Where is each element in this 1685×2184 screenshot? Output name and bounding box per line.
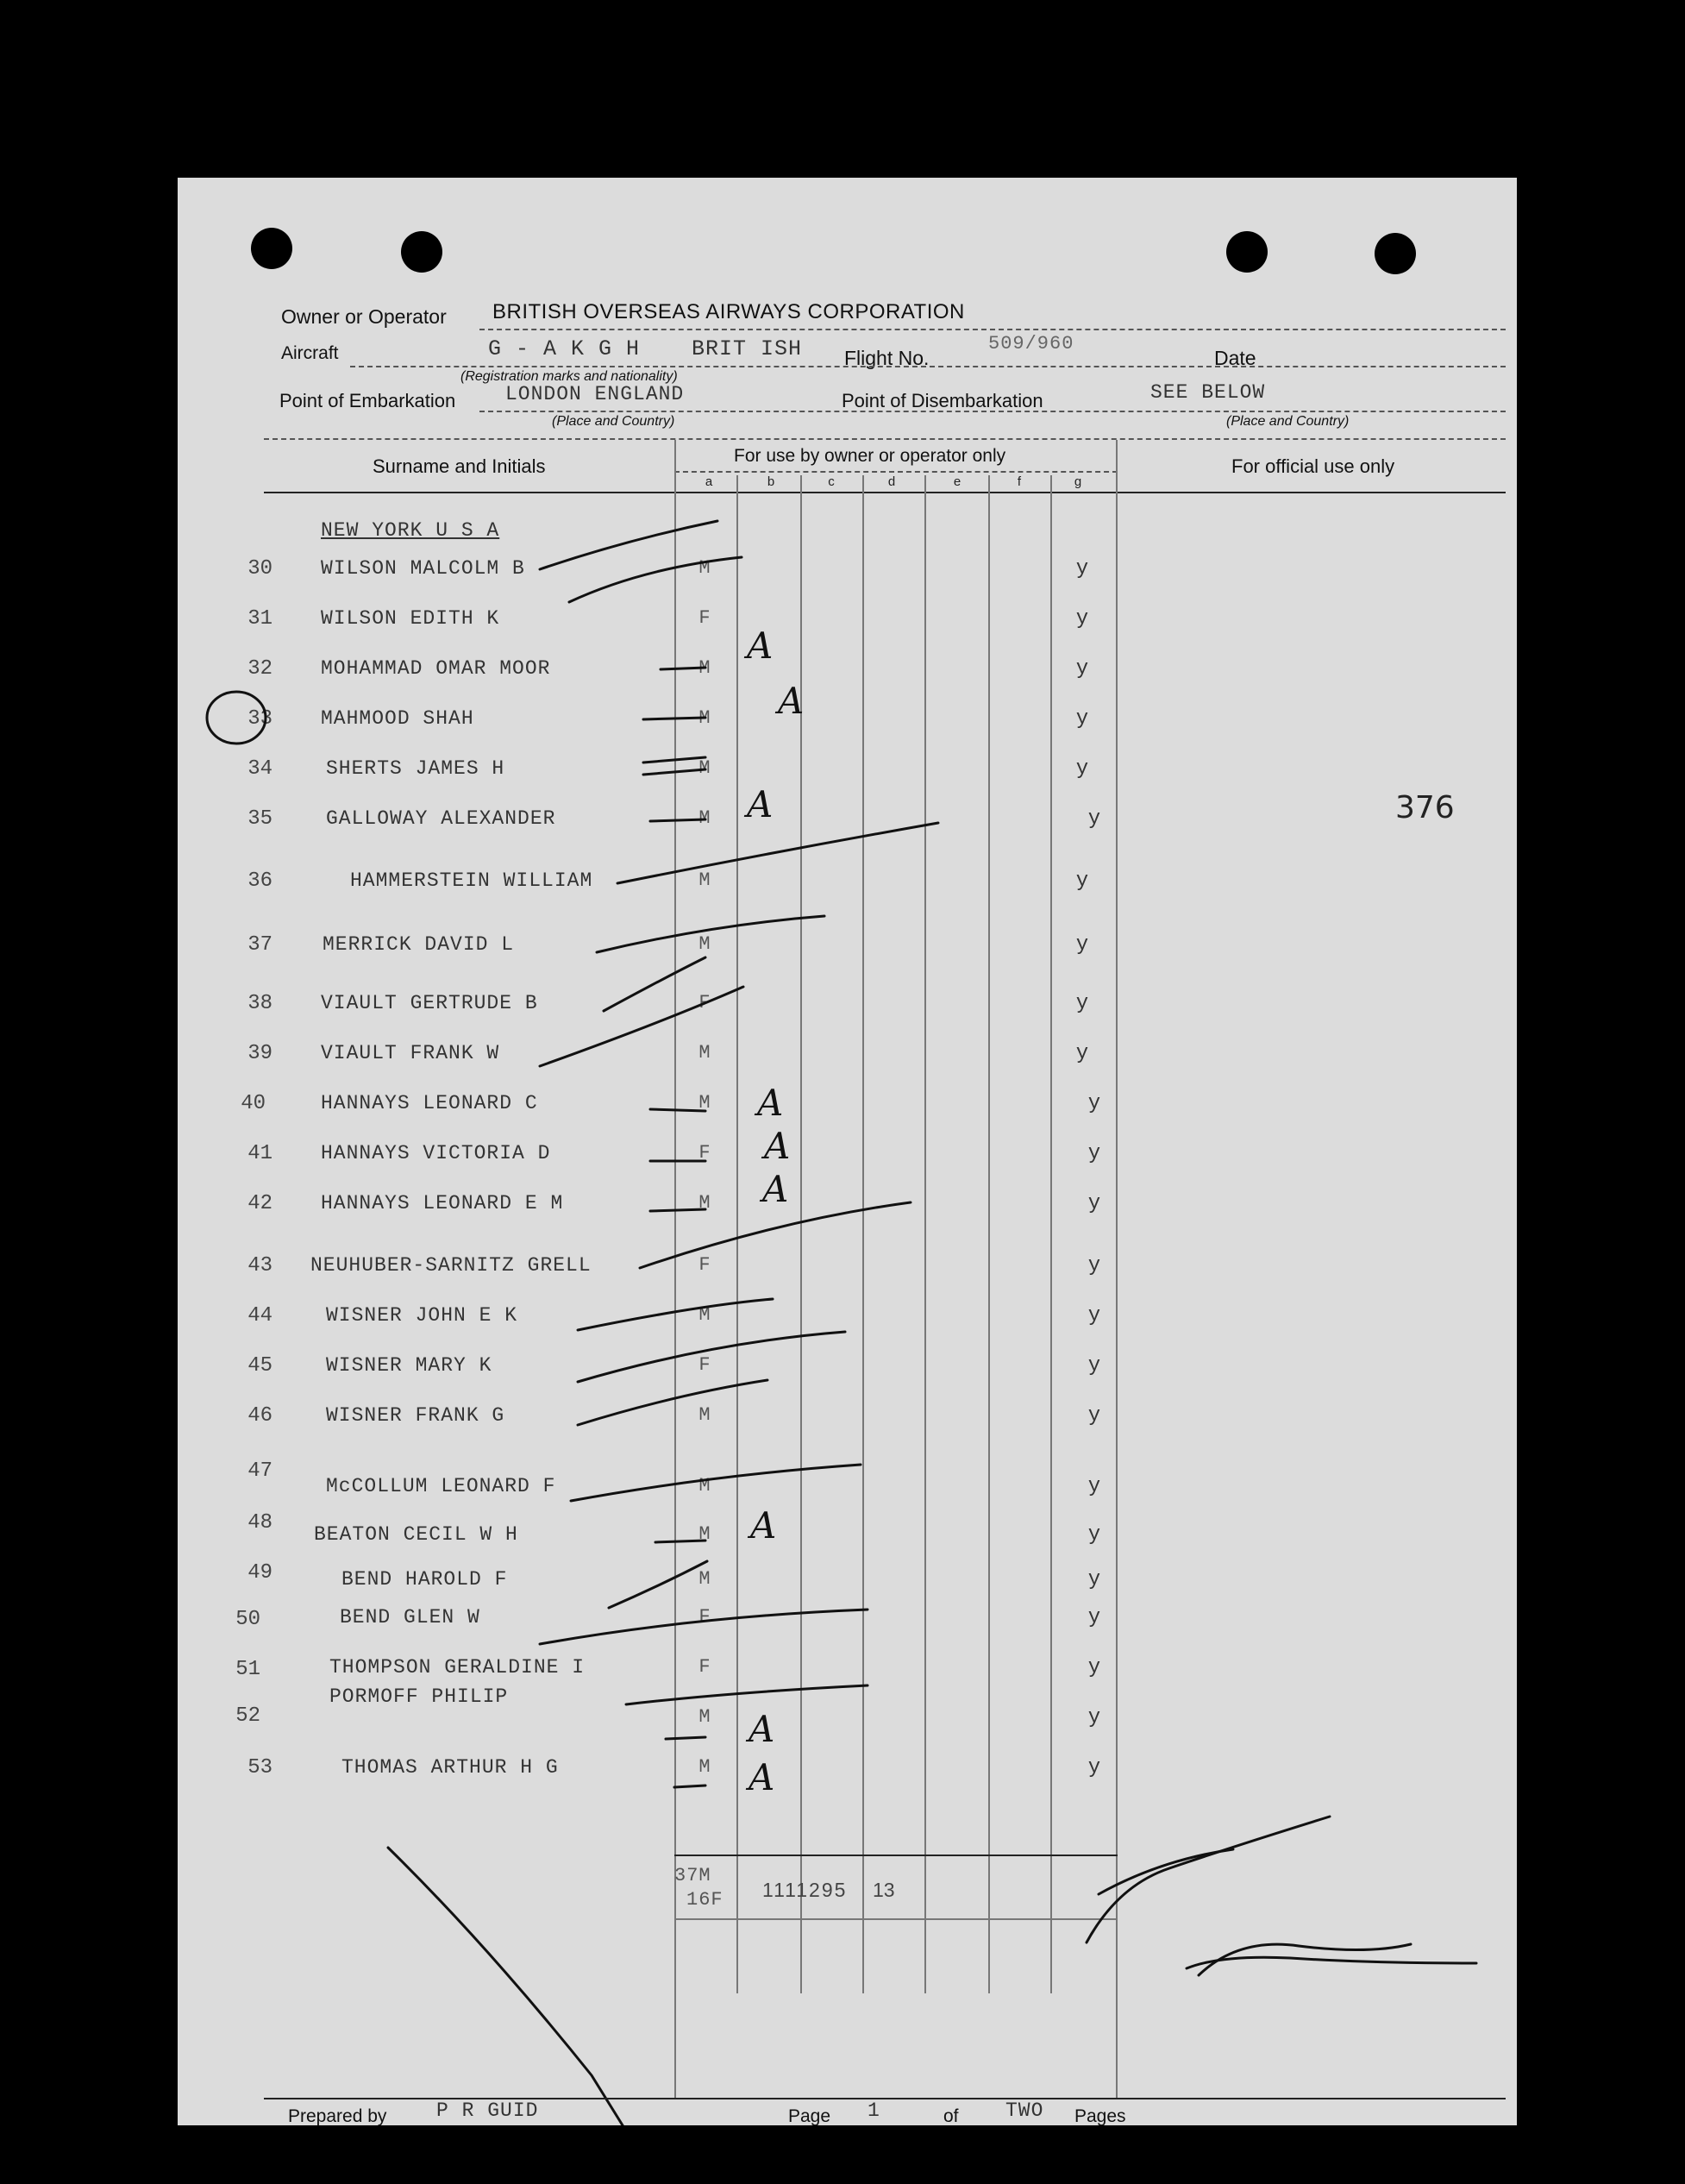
passenger-name: MAHMOOD SHAH: [321, 707, 474, 730]
passenger-sex: M: [698, 1523, 711, 1545]
passenger-col-g: y: [1087, 1475, 1101, 1498]
row-number: 45: [247, 1354, 272, 1378]
subcolumn-g: g: [1074, 474, 1082, 489]
passenger-sex: M: [698, 807, 711, 829]
passenger-name: HANNAYS VICTORIA D: [321, 1142, 551, 1164]
handwritten-a: A: [764, 1125, 791, 1167]
destination-heading: NEW YORK U S A: [321, 519, 500, 542]
row-number: 39: [247, 1042, 272, 1065]
row-number: 43: [247, 1254, 272, 1277]
disembarkation-note: (Place and Country): [1226, 414, 1350, 429]
total-female: 16F: [686, 1889, 723, 1911]
passenger-name: VIAULT FRANK W: [321, 1042, 500, 1064]
passenger-sex: M: [698, 1404, 711, 1426]
passenger-name: WILSON EDITH K: [321, 607, 500, 630]
subcolumn-a: a: [705, 474, 713, 489]
pages-label: Pages: [1074, 2106, 1126, 2126]
passenger-col-g: y: [1087, 1304, 1101, 1327]
handwritten-strokes: [178, 178, 1517, 2125]
passenger-sex: M: [698, 1756, 711, 1778]
passenger-col-g: y: [1075, 657, 1089, 681]
row-number: 30: [247, 557, 272, 581]
passenger-col-g: y: [1087, 1092, 1101, 1115]
row-number: 36: [247, 869, 272, 893]
handwritten-a: A: [749, 1708, 775, 1750]
passenger-sex: M: [698, 869, 711, 891]
passenger-col-g: y: [1075, 933, 1089, 957]
passenger-col-g: y: [1075, 1042, 1089, 1065]
aircraft-nationality: BRIT ISH: [692, 336, 803, 361]
row-number: 41: [247, 1142, 272, 1165]
row-number: 33: [247, 707, 272, 731]
flight-value: 509/960: [988, 333, 1074, 355]
row-number: 40: [241, 1092, 266, 1115]
passenger-sex: M: [698, 707, 711, 729]
total-col-d: 13: [873, 1879, 895, 1901]
date-label: Date: [1214, 347, 1256, 369]
of-value: TWO: [1005, 2099, 1044, 2122]
passenger-sex: M: [698, 757, 711, 779]
passenger-col-g: y: [1087, 1568, 1101, 1591]
row-number: 32: [247, 657, 272, 681]
manifest-sheet: [178, 178, 1517, 2125]
prepared-label: Prepared by: [288, 2106, 387, 2126]
surname-column-header: Surname and Initials: [373, 455, 546, 477]
embarkation-note: (Place and Country): [552, 414, 675, 429]
passenger-name: THOMAS ARTHUR H G: [341, 1756, 559, 1779]
passenger-sex: F: [698, 992, 711, 1014]
passenger-sex: F: [698, 1606, 711, 1628]
passenger-sex: M: [698, 1042, 711, 1064]
row-number: 49: [247, 1561, 272, 1585]
passenger-name: BEND HAROLD F: [341, 1568, 508, 1591]
row-number: 46: [247, 1404, 272, 1428]
passenger-name: HANNAYS LEONARD C: [321, 1092, 538, 1114]
passenger-name: NEUHUBER-SARNITZ GRELL: [310, 1254, 592, 1277]
passenger-name: VIAULT GERTRUDE B: [321, 992, 538, 1014]
passenger-sex: M: [698, 1192, 711, 1214]
passenger-sex: F: [698, 607, 711, 629]
subcolumn-b: b: [767, 474, 775, 489]
passenger-sex: M: [698, 1568, 711, 1590]
passenger-col-g: y: [1075, 869, 1089, 893]
handwritten-a: A: [762, 1168, 789, 1210]
passenger-name: BEND GLEN W: [340, 1606, 480, 1629]
passenger-col-g: y: [1087, 1523, 1101, 1547]
row-number: 38: [247, 992, 272, 1015]
passenger-col-g: y: [1075, 607, 1089, 631]
handwritten-a: A: [750, 1504, 777, 1547]
row-number: 50: [235, 1608, 260, 1631]
passenger-sex: F: [698, 1656, 711, 1678]
passenger-col-g: y: [1087, 1404, 1101, 1428]
page-label: Page: [788, 2106, 831, 2126]
passenger-name: WILSON MALCOLM B: [321, 557, 525, 580]
passenger-col-g: y: [1087, 1756, 1101, 1779]
subcolumn-f: f: [1017, 474, 1022, 489]
passenger-sex: M: [698, 557, 711, 579]
passenger-name: HANNAYS LEONARD E M: [321, 1192, 564, 1214]
passenger-col-g: y: [1087, 1254, 1101, 1277]
passenger-sex: F: [698, 1254, 711, 1276]
passenger-sex: M: [698, 1475, 711, 1497]
handwritten-a: A: [747, 624, 774, 667]
stamp-number: 376: [1395, 790, 1455, 825]
row-number: 48: [247, 1511, 272, 1534]
passenger-sex: M: [698, 1092, 711, 1114]
row-number: 47: [247, 1459, 272, 1483]
row-number: 53: [247, 1756, 272, 1779]
aircraft-registration: G - A K G H: [488, 336, 641, 361]
disembarkation-label: Point of Disembarkation: [842, 390, 1043, 411]
passenger-name: WISNER FRANK G: [326, 1404, 505, 1427]
handwritten-a: A: [778, 680, 805, 722]
owner-value: BRITISH OVERSEAS AIRWAYS CORPORATION: [492, 300, 965, 323]
passenger-name: McCOLLUM LEONARD F: [326, 1475, 556, 1497]
row-number: 31: [247, 607, 272, 631]
passenger-col-g: y: [1087, 1606, 1101, 1629]
row-number: 42: [247, 1192, 272, 1215]
passenger-name: THOMPSON GERALDINE I: [329, 1656, 586, 1679]
passenger-name: PORMOFF PHILIP: [329, 1685, 509, 1708]
passenger-col-g: y: [1087, 1706, 1101, 1729]
passenger-name: WISNER JOHN E K: [326, 1304, 518, 1327]
passenger-name: BEATON CECIL W H: [314, 1523, 518, 1546]
owner-use-header: For use by owner or operator only: [734, 446, 1006, 466]
row-number: 37: [247, 933, 272, 957]
subcolumn-e: e: [953, 474, 962, 489]
passenger-sex: M: [698, 657, 711, 679]
passenger-sex: M: [698, 1706, 711, 1728]
passenger-col-g: y: [1075, 557, 1089, 581]
passenger-sex: M: [698, 933, 711, 955]
passenger-col-g: y: [1087, 1656, 1101, 1679]
passenger-name: SHERTS JAMES H: [326, 757, 505, 780]
aircraft-label: Aircraft: [281, 343, 339, 363]
page-value: 1: [868, 2099, 880, 2122]
passenger-col-g: y: [1087, 1192, 1101, 1215]
passenger-col-g: y: [1075, 707, 1089, 731]
flight-label: Flight No.: [844, 347, 930, 369]
handwritten-a: A: [757, 1082, 784, 1124]
row-number: 34: [247, 757, 272, 781]
subcolumn-d: d: [887, 474, 896, 489]
passenger-sex: F: [698, 1354, 711, 1376]
owner-label: Owner or Operator: [281, 305, 447, 328]
passenger-name: GALLOWAY ALEXANDER: [326, 807, 556, 830]
disembarkation-value: SEE BELOW: [1150, 381, 1266, 404]
passenger-name: MOHAMMAD OMAR MOOR: [321, 657, 551, 680]
passenger-col-g: y: [1087, 807, 1101, 831]
passenger-name: WISNER MARY K: [326, 1354, 492, 1377]
row-number: 51: [235, 1658, 260, 1681]
of-label: of: [943, 2106, 959, 2126]
row-number: 44: [247, 1304, 272, 1327]
embarkation-value: LONDON ENGLAND: [505, 383, 685, 405]
passenger-name: MERRICK DAVID L: [323, 933, 515, 956]
subcolumn-c: c: [828, 474, 835, 489]
total-male: 37M: [674, 1865, 711, 1886]
handwritten-a: A: [749, 1756, 775, 1798]
passenger-col-g: y: [1087, 1142, 1101, 1165]
row-number: 35: [247, 807, 272, 831]
passenger-name: HAMMERSTEIN WILLIAM: [350, 869, 593, 892]
official-use-header: For official use only: [1231, 455, 1395, 477]
passenger-sex: M: [698, 1304, 711, 1326]
passenger-sex: F: [698, 1142, 711, 1164]
passenger-col-g: y: [1075, 992, 1089, 1015]
passenger-col-g: y: [1075, 757, 1089, 781]
handwritten-a: A: [747, 783, 774, 825]
total-counts: 1111295: [762, 1879, 848, 1901]
prepared-value: P R GUID: [436, 2099, 539, 2122]
embarkation-label: Point of Embarkation: [279, 390, 456, 411]
passenger-col-g: y: [1087, 1354, 1101, 1378]
registration-note: (Registration marks and nationality): [460, 369, 678, 384]
row-number: 52: [235, 1704, 260, 1728]
